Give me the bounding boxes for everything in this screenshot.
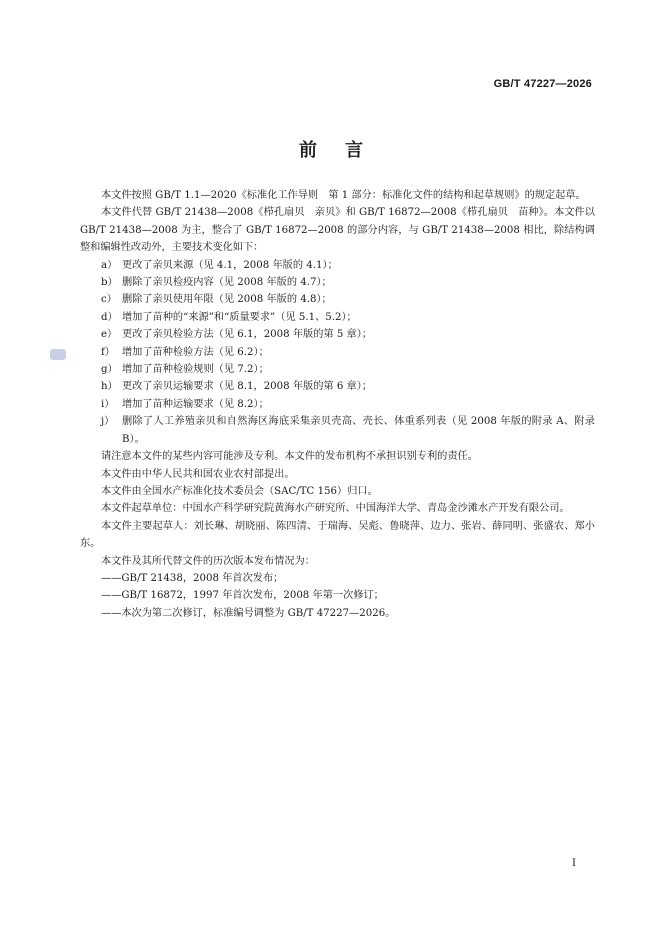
page-number: I	[572, 858, 576, 869]
change-text: 更改了亲贝检验方法（见 6.1，2008 年版的第 5 章）；	[122, 329, 373, 341]
change-item	[80, 326, 595, 343]
proposer-statement: 本文件由中华人民共和国农业农村部提出。	[101, 468, 295, 480]
changes-list	[80, 257, 595, 448]
change-marker: i）	[101, 398, 115, 410]
drafters: 本文件主要起草人：刘长琳、胡晓丽、陈四清、于瑞海、吴彪、鲁晓萍、边力、张岩、薛同明、张盛农、郑小东。	[80, 520, 595, 550]
history-item: ——本次为第二次修订，标准编号调整为 GB/T 47227—2026。	[101, 607, 396, 619]
change-text: 更改了亲贝来源（见 4.1，2008 年版的 4.1）；	[122, 259, 338, 271]
change-marker: f）	[101, 346, 115, 358]
history-intro: 本文件及其所代替文件的历次版本发布情况为：	[101, 555, 315, 567]
change-marker: h）	[101, 381, 118, 393]
history-item: ——GB/T 21438，2008 年首次发布；	[101, 572, 284, 584]
change-item	[80, 291, 595, 308]
change-item	[80, 274, 595, 291]
standard-code: GB/T 47227—2026	[493, 78, 592, 90]
change-text: 更改了亲贝运输要求（见 8.1，2008 年版的第 6 章）；	[122, 381, 373, 393]
history-item: ——GB/T 16872，1997 年首次发布，2008 年第一次修订；	[101, 590, 384, 602]
change-text: 删除了亲贝使用年限（见 2008 年版的 4.8）；	[122, 294, 332, 306]
drafting-units: 本文件起草单位：中国水产科学研究院黄海水产研究所、中国海洋大学、青岛金沙滩水产开发有限公司。	[101, 503, 570, 515]
change-text: 删除了人工养殖亲贝和自然海区海底采集亲贝壳高、壳长、体重系列表（见 2008 年版的附录 A、附录 B）。	[122, 416, 595, 445]
change-text: 删除了亲贝检疫内容（见 2008 年版的 4.7）；	[122, 277, 332, 289]
change-item	[80, 257, 595, 274]
intro-paragraph: 本文件代替 GB/T 21438—2008《栉孔扇贝 亲贝》和 GB/T 16872—2008《栉孔扇贝 苗种》。本文件以 GB/T 21438—2008 为主，整合了 GB/T 16872—2008 的部分内容，与 GB/T 21438—2008 相比，除结构调整和编辑性改动外，主要技术变化如下：	[80, 207, 595, 254]
patent-notice: 请注意本文件的某些内容可能涉及专利。本文件的发布机构不承担识别专利的责任。	[101, 451, 478, 463]
change-text: 增加了苗种的“来源”和“质量要求”（见 5.1、5.2）；	[122, 311, 357, 323]
change-marker: j）	[101, 416, 115, 428]
change-marker: d）	[101, 311, 118, 323]
change-marker: c）	[101, 294, 117, 306]
intro-paragraph: 本文件按照 GB/T 1.1—2020《标准化工作导则 第 1 部分：标准化文件的结构和起草规则》的规定起草。	[101, 190, 586, 201]
side-stamp	[50, 349, 66, 360]
change-item	[80, 413, 595, 448]
committee-statement: 本文件由全国水产标准化技术委员会（SAC/TC 156）归口。	[101, 485, 378, 497]
change-marker: a）	[101, 259, 118, 271]
change-text: 增加了苗种运输要求（见 8.2）；	[122, 398, 269, 410]
change-text: 增加了苗种检验方法（见 6.2）；	[122, 346, 269, 358]
change-text: 增加了苗种检验规则（见 7.2）；	[122, 364, 269, 376]
change-item	[80, 344, 595, 361]
document-body	[80, 187, 595, 622]
change-marker: g）	[101, 364, 118, 376]
change-item	[80, 378, 595, 395]
change-item	[80, 396, 595, 413]
change-item	[80, 309, 595, 326]
change-marker: e）	[101, 329, 118, 341]
change-item	[80, 361, 595, 378]
change-marker: b）	[101, 277, 118, 289]
page-title: 前言	[299, 140, 391, 161]
